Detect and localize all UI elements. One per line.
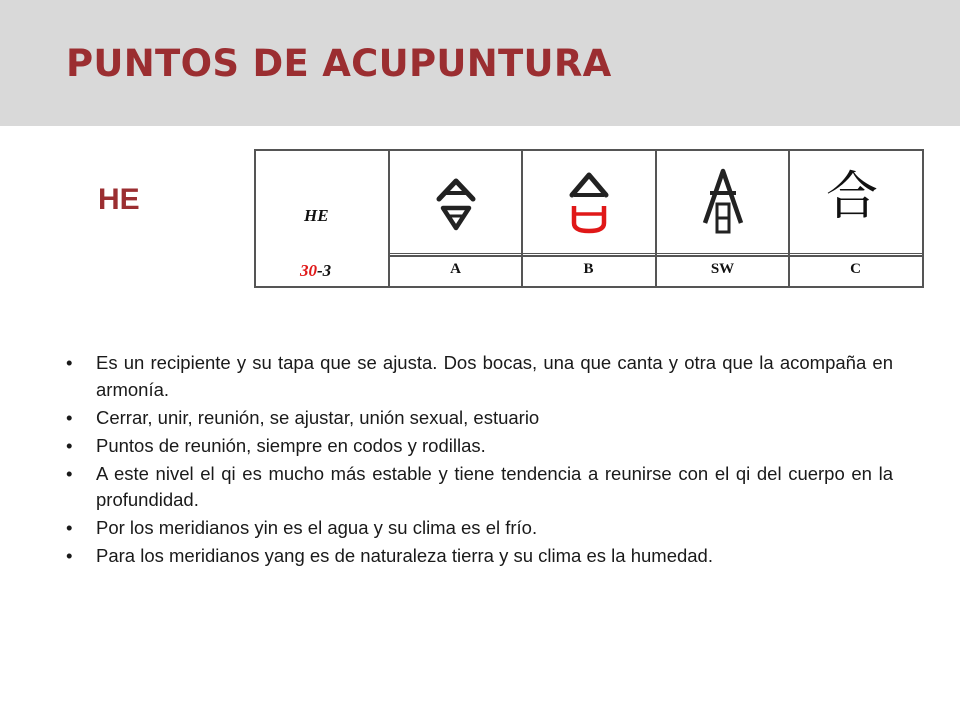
- column-label-sw: SW: [710, 261, 735, 277]
- page-title: PUNTOS DE ACUPUNTURA: [66, 42, 612, 85]
- character-reference-label: [300, 261, 331, 281]
- column-label-a: A: [450, 261, 461, 277]
- column-label-b: B: [583, 261, 594, 277]
- glyph-b-pictogram: [554, 161, 624, 241]
- reference-suffix: -3: [317, 261, 332, 280]
- list-item: [66, 515, 893, 542]
- column-label-c: C: [850, 261, 861, 277]
- list-item: [66, 543, 893, 570]
- list-item: [66, 405, 893, 432]
- list-item-text: Por los meridianos yin es el agua y su clima es el frío.: [96, 517, 538, 538]
- glyph-sw-pictogram: [688, 161, 758, 241]
- list-item: [66, 433, 893, 460]
- bullet-marker: •: [66, 352, 73, 373]
- bullet-marker: •: [66, 434, 73, 456]
- bullet-marker: •: [66, 462, 73, 484]
- list-item-text: Para los meridianos yang es de naturaleza tierra y su clima es la humedad.: [96, 545, 713, 566]
- character-evolution-table: [254, 149, 924, 288]
- reference-number: 30: [300, 261, 317, 280]
- glyph-c-character: 合: [826, 167, 879, 227]
- bullet-marker: •: [66, 517, 73, 538]
- bullet-marker: •: [66, 545, 73, 566]
- section-subtitle: HE: [98, 183, 140, 216]
- table-divider: [389, 253, 924, 254]
- list-item-text: Es un recipiente y su tapa que se ajusta. Dos bocas, una que canta y otra que la acompaña en armonía.: [96, 352, 893, 400]
- description-list: [66, 350, 893, 571]
- list-item: [66, 461, 893, 514]
- list-item-text: Cerrar, unir, reunión, se ajustar, unión sexual, estuario: [96, 406, 540, 428]
- list-item: [66, 350, 893, 403]
- list-item-text: A este nivel el qi es mucho más estable y tiene tendencia a reunirse con el qi del cuerpo en la profundidad.: [96, 462, 893, 510]
- list-item-text: Puntos de reunión, siempre en codos y rodillas.: [96, 434, 486, 456]
- character-name-label: HE: [304, 206, 329, 225]
- table-divider: [389, 255, 924, 257]
- bullet-marker: •: [66, 406, 73, 428]
- glyph-a-pictogram: [421, 161, 491, 241]
